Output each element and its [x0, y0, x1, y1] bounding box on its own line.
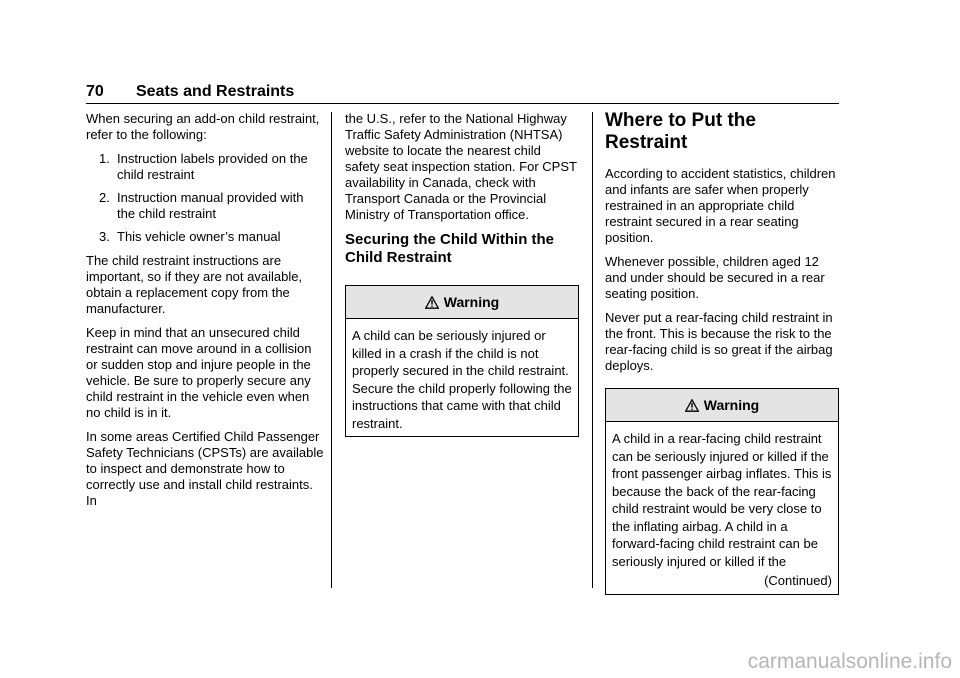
statistics-paragraph: According to accident statistics, children and infants are safer when properly restrained in an appropriate child restraint secured in a rear seating position.: [605, 166, 836, 245]
watermark: carmanualsonline.info: [747, 650, 952, 673]
warning-header: [346, 286, 578, 319]
cpst-paragraph: In some areas Certified Child Passenger Safety Technicians (CPSTs) are available to inspect and demonstrate how to correctly use and install child restraints. In: [86, 429, 324, 508]
age-paragraph: Whenever possible, children aged 12 and under should be secured in a rear seating position.: [605, 254, 825, 301]
list-text: Instruction manual provided with the child restraint: [117, 190, 304, 221]
warning-title: Warning: [703, 397, 760, 413]
section-title: Seats and Restraints: [136, 83, 295, 100]
column-3: [605, 110, 839, 595]
warning-body: A child can be seriously injured or killed in a crash if the child is not properly secured in the child restraint. Secure the child properly following the instructions that came with that child restraint.: [352, 328, 572, 431]
rear-facing-paragraph: Never put a rear-facing child restraint in the front. This is because the risk to the rear-facing child is so great if the airbag deploys.: [605, 310, 833, 373]
page-header: [86, 83, 839, 103]
warning-text: A child in a rear-facing child restraint can be seriously injured or killed if the front passenger airbag inflates. This is because the back of the rear-facing child restraint would be very close to the inflating airbag. A child in a forward-facing child restraint can be seriously injured or killed if the: [612, 431, 832, 569]
column-divider-right: [592, 112, 593, 588]
page-number: 70: [86, 83, 104, 100]
warning-title: Warning: [443, 294, 500, 310]
unsecured-paragraph: Keep in mind that an unsecured child restraint can move around in a collision or sudden stop and injure people in the vehicle. Be sure to properly secure any child restraint in the vehicle even when no child is in it.: [86, 325, 312, 420]
list-text: This vehicle owner’s manual: [117, 229, 281, 244]
instructions-paragraph: The child restraint instructions are important, so if they are not available, obtain a replacement copy from the manufacturer.: [86, 253, 303, 316]
section-heading: Securing the Child Within the Child Restraint: [345, 231, 555, 266]
warning-box: [605, 388, 839, 595]
column-2: [345, 111, 579, 437]
intro-paragraph: When securing an add-on child restraint, refer to the following:: [86, 111, 320, 142]
warning-box: [345, 285, 579, 437]
list-number: 2.: [99, 190, 110, 205]
column-divider-left: [331, 112, 332, 588]
list-number: 1.: [99, 151, 110, 166]
warning-header: [606, 389, 838, 422]
section-heading: Where to Put the Restraint: [605, 110, 756, 153]
nhtsa-paragraph: the U.S., refer to the National Highway Traffic Safety Administration (NHTSA) website to locate the nearest child safety seat inspection station. For CPST availability in Canada, check with Transport Canada or the Provincial Ministry of Transportation office.: [345, 111, 577, 222]
continued-label: (Continued): [764, 573, 832, 588]
reference-list: [86, 151, 324, 245]
warning-triangle-icon: [425, 296, 439, 309]
header-divider: [86, 103, 839, 104]
list-number: 3.: [99, 229, 110, 244]
warning-triangle-icon: [685, 399, 699, 412]
list-item: [86, 190, 324, 222]
list-item: [86, 229, 324, 245]
column-1: [86, 111, 324, 517]
list-text: Instruction labels provided on the child restraint: [117, 151, 308, 182]
warning-body: [606, 422, 838, 594]
list-item: [86, 151, 324, 183]
